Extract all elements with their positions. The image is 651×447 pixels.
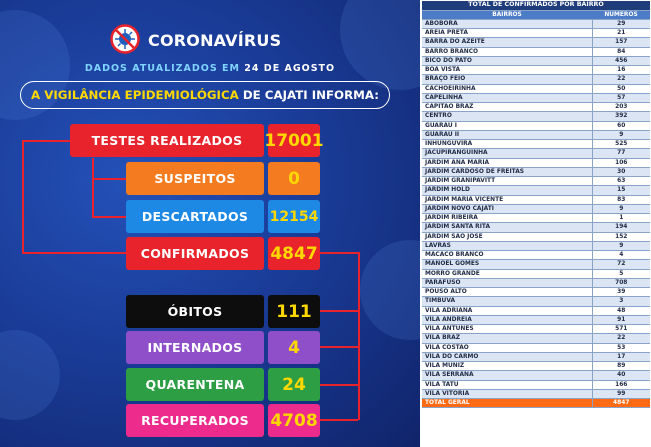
bairro-cell: BOA VISTA [422, 66, 592, 75]
table-row [422, 380, 650, 389]
table-row [422, 186, 650, 195]
table-row [422, 260, 650, 269]
count-cell: 9 [592, 204, 650, 213]
table-row [422, 251, 650, 260]
table-row [422, 269, 650, 278]
table-row [422, 56, 650, 65]
table-row [422, 325, 650, 334]
connector-line [320, 252, 358, 254]
count-cell: 57 [592, 93, 650, 102]
table-row [422, 204, 650, 213]
bairro-cell: JARDIM MARIA VICENTE [422, 195, 592, 204]
count-cell: 84 [592, 47, 650, 56]
count-cell: 456 [592, 56, 650, 65]
bairro-cell: VILA BRAZ [422, 334, 592, 343]
table-row [422, 167, 650, 176]
background-bubble [0, 330, 60, 420]
bairro-cell: CAPELINHA [422, 93, 592, 102]
count-cell: 83 [592, 195, 650, 204]
table-row [422, 352, 650, 361]
bairro-cell: JARDIM SÃO JOSÉ [422, 232, 592, 241]
connector-line [92, 178, 126, 180]
count-cell: 525 [592, 140, 650, 149]
confirmados-value: 4847 [268, 237, 320, 270]
count-cell: 40 [592, 371, 650, 380]
table-row [422, 297, 650, 306]
bairro-cell: MACACO BRANCO [422, 251, 592, 260]
table-row [422, 371, 650, 380]
table-row [422, 241, 650, 250]
bairro-cell: TIMBUVA [422, 297, 592, 306]
bairro-cell: MORRO GRANDE [422, 269, 592, 278]
date-prefix: DADOS ATUALIZADOS EM [84, 63, 240, 74]
count-cell: 152 [592, 232, 650, 241]
bairro-cell: BICO DO PATO [422, 56, 592, 65]
column-header-numeros: NÚMEROS [592, 10, 650, 19]
bairro-cell: GUARAÚ I [422, 121, 592, 130]
internados-value: 4 [268, 331, 320, 364]
bairro-cell: CAPITÃO BRAZ [422, 103, 592, 112]
count-cell: 194 [592, 223, 650, 232]
count-cell: 50 [592, 84, 650, 93]
banner-highlight: A VIGILÂNCIA EPIDEMIOLÓGICA [31, 88, 239, 102]
count-cell: 17 [592, 352, 650, 361]
bairro-cell: CENTRO [422, 112, 592, 121]
bairro-cell: VILA VITÓRIA [422, 389, 592, 398]
count-cell: 4 [592, 251, 650, 260]
bairro-cell: JARDIM HOLD [422, 186, 592, 195]
update-date [0, 63, 420, 74]
testes-label: TESTES REALIZADOS [70, 124, 264, 157]
table-row [422, 75, 650, 84]
suspeitos-value: 0 [268, 162, 320, 195]
info-banner [20, 81, 390, 109]
descartados-label: DESCARTADOS [126, 200, 264, 233]
suspeitos-label: SUSPEITOS [126, 162, 264, 195]
connector-line [22, 140, 24, 253]
quarentena-label: QUARENTENA [126, 368, 264, 401]
count-cell: 30 [592, 167, 650, 176]
count-cell: 21 [592, 29, 650, 38]
table-row [422, 66, 650, 75]
table-row [422, 19, 650, 28]
bairro-cell: BARRO BRANCO [422, 47, 592, 56]
bairro-cell: INHUNGUVIRA [422, 140, 592, 149]
total-label: TOTAL GERAL [422, 399, 592, 408]
table-row [422, 195, 650, 204]
bairro-cell: VILA DO CARMO [422, 352, 592, 361]
bairro-cell: JARDIM GRANIPAVITT [422, 177, 592, 186]
column-header-bairros: BAIRROS [422, 10, 592, 19]
bairro-cell: PARAFUSO [422, 278, 592, 287]
neighborhood-table-panel [420, 0, 651, 447]
count-cell: 16 [592, 66, 650, 75]
bairro-cell: LAVRAS [422, 241, 592, 250]
bairro-cell: VILA SERRANA [422, 371, 592, 380]
internados-label: INTERNADOS [126, 331, 264, 364]
count-cell: 571 [592, 325, 650, 334]
count-cell: 72 [592, 260, 650, 269]
table-row [422, 214, 650, 223]
recuperados-value: 4708 [268, 404, 320, 437]
connector-line [358, 252, 360, 420]
count-cell: 22 [592, 334, 650, 343]
table-row [422, 343, 650, 352]
table-row [422, 112, 650, 121]
connector-line [320, 310, 358, 312]
count-cell: 9 [592, 130, 650, 139]
count-cell: 15 [592, 186, 650, 195]
bairro-cell: VILA TATU [422, 380, 592, 389]
connector-line [92, 216, 126, 218]
bairro-cell: VILA COSTÃO [422, 343, 592, 352]
connector-line [320, 384, 358, 386]
count-cell: 22 [592, 75, 650, 84]
bairro-cell: VILA ANDRÉIA [422, 315, 592, 324]
connector-line [320, 419, 358, 421]
count-cell: 5 [592, 269, 650, 278]
bairro-cell: ABÓBORA [422, 19, 592, 28]
banner-text: DE CAJATI INFORMA: [242, 88, 379, 102]
table-row [422, 315, 650, 324]
table-body [422, 19, 650, 408]
descartados-value: 12154 [268, 200, 320, 233]
total-value: 4847 [592, 399, 650, 408]
connector-line [92, 158, 94, 218]
brand-title: CORONAVÍRUS [148, 31, 282, 50]
testes-value: 17001 [268, 124, 320, 157]
bairro-cell: VILA MUNIZ [422, 362, 592, 371]
recuperados-label: RECUPERADOS [126, 404, 264, 437]
count-cell: 91 [592, 315, 650, 324]
bairro-cell: MANOEL GOMES [422, 260, 592, 269]
bairro-cell: VILA ADRIANA [422, 306, 592, 315]
count-cell: 89 [592, 362, 650, 371]
bairro-cell: BRAÇO FEIO [422, 75, 592, 84]
table-row [422, 278, 650, 287]
count-cell: 63 [592, 177, 650, 186]
virus-prohibited-icon [110, 24, 140, 54]
obitos-value: 111 [268, 295, 320, 328]
bairro-cell: GUARAÚ II [422, 130, 592, 139]
count-cell: 3 [592, 297, 650, 306]
table-row [422, 232, 650, 241]
bairro-cell: JACUPIRANGUINHA [422, 149, 592, 158]
table-row [422, 288, 650, 297]
bairro-cell: BARRA DO AZEITE [422, 38, 592, 47]
count-cell: 48 [592, 306, 650, 315]
quarentena-value: 24 [268, 368, 320, 401]
count-cell: 99 [592, 389, 650, 398]
count-cell: 708 [592, 278, 650, 287]
bairro-cell: JARDIM ANA MARIA [422, 158, 592, 167]
date-value: 24 DE AGOSTO [244, 63, 336, 74]
table-row [422, 149, 650, 158]
table-title: TOTAL DE CONFIRMADOS POR BAIRRO [422, 1, 650, 10]
table-row [422, 29, 650, 38]
count-cell: 392 [592, 112, 650, 121]
count-cell: 77 [592, 149, 650, 158]
table-row [422, 223, 650, 232]
connector-line [22, 140, 70, 142]
count-cell: 53 [592, 343, 650, 352]
total-row [422, 399, 650, 408]
count-cell: 39 [592, 288, 650, 297]
background-bubble [340, 0, 420, 90]
count-cell: 9 [592, 241, 650, 250]
connector-line [320, 346, 358, 348]
table-row [422, 47, 650, 56]
bairro-cell: JARDIM CARDOSO DE FREITAS [422, 167, 592, 176]
bairro-cell: JARDIM NOVO CAJATI [422, 204, 592, 213]
background-bubble [360, 240, 420, 340]
count-cell: 203 [592, 103, 650, 112]
count-cell: 1 [592, 214, 650, 223]
table-row [422, 140, 650, 149]
bairro-cell: AREIA PRETA [422, 29, 592, 38]
table-row [422, 306, 650, 315]
bairro-cell: VILA ANTUNES [422, 325, 592, 334]
bairro-cell: JARDIM SANTA RITA [422, 223, 592, 232]
bairro-cell: JARDIM RIBEIRA [422, 214, 592, 223]
bairro-cell: CACHOEIRINHA [422, 84, 592, 93]
count-cell: 157 [592, 38, 650, 47]
table-row [422, 121, 650, 130]
table-row [422, 158, 650, 167]
count-cell: 106 [592, 158, 650, 167]
count-cell: 29 [592, 19, 650, 28]
obitos-label: ÓBITOS [126, 295, 264, 328]
table-row [422, 389, 650, 398]
count-cell: 166 [592, 380, 650, 389]
table-row [422, 93, 650, 102]
table-row [422, 177, 650, 186]
table-row [422, 103, 650, 112]
confirmed-by-neighborhood-table [422, 1, 650, 408]
connector-line [22, 252, 126, 254]
table-row [422, 38, 650, 47]
table-row [422, 84, 650, 93]
confirmados-label: CONFIRMADOS [126, 237, 264, 270]
count-cell: 60 [592, 121, 650, 130]
bairro-cell: POUSO ALTO [422, 288, 592, 297]
table-row [422, 130, 650, 139]
table-row [422, 334, 650, 343]
table-row [422, 362, 650, 371]
